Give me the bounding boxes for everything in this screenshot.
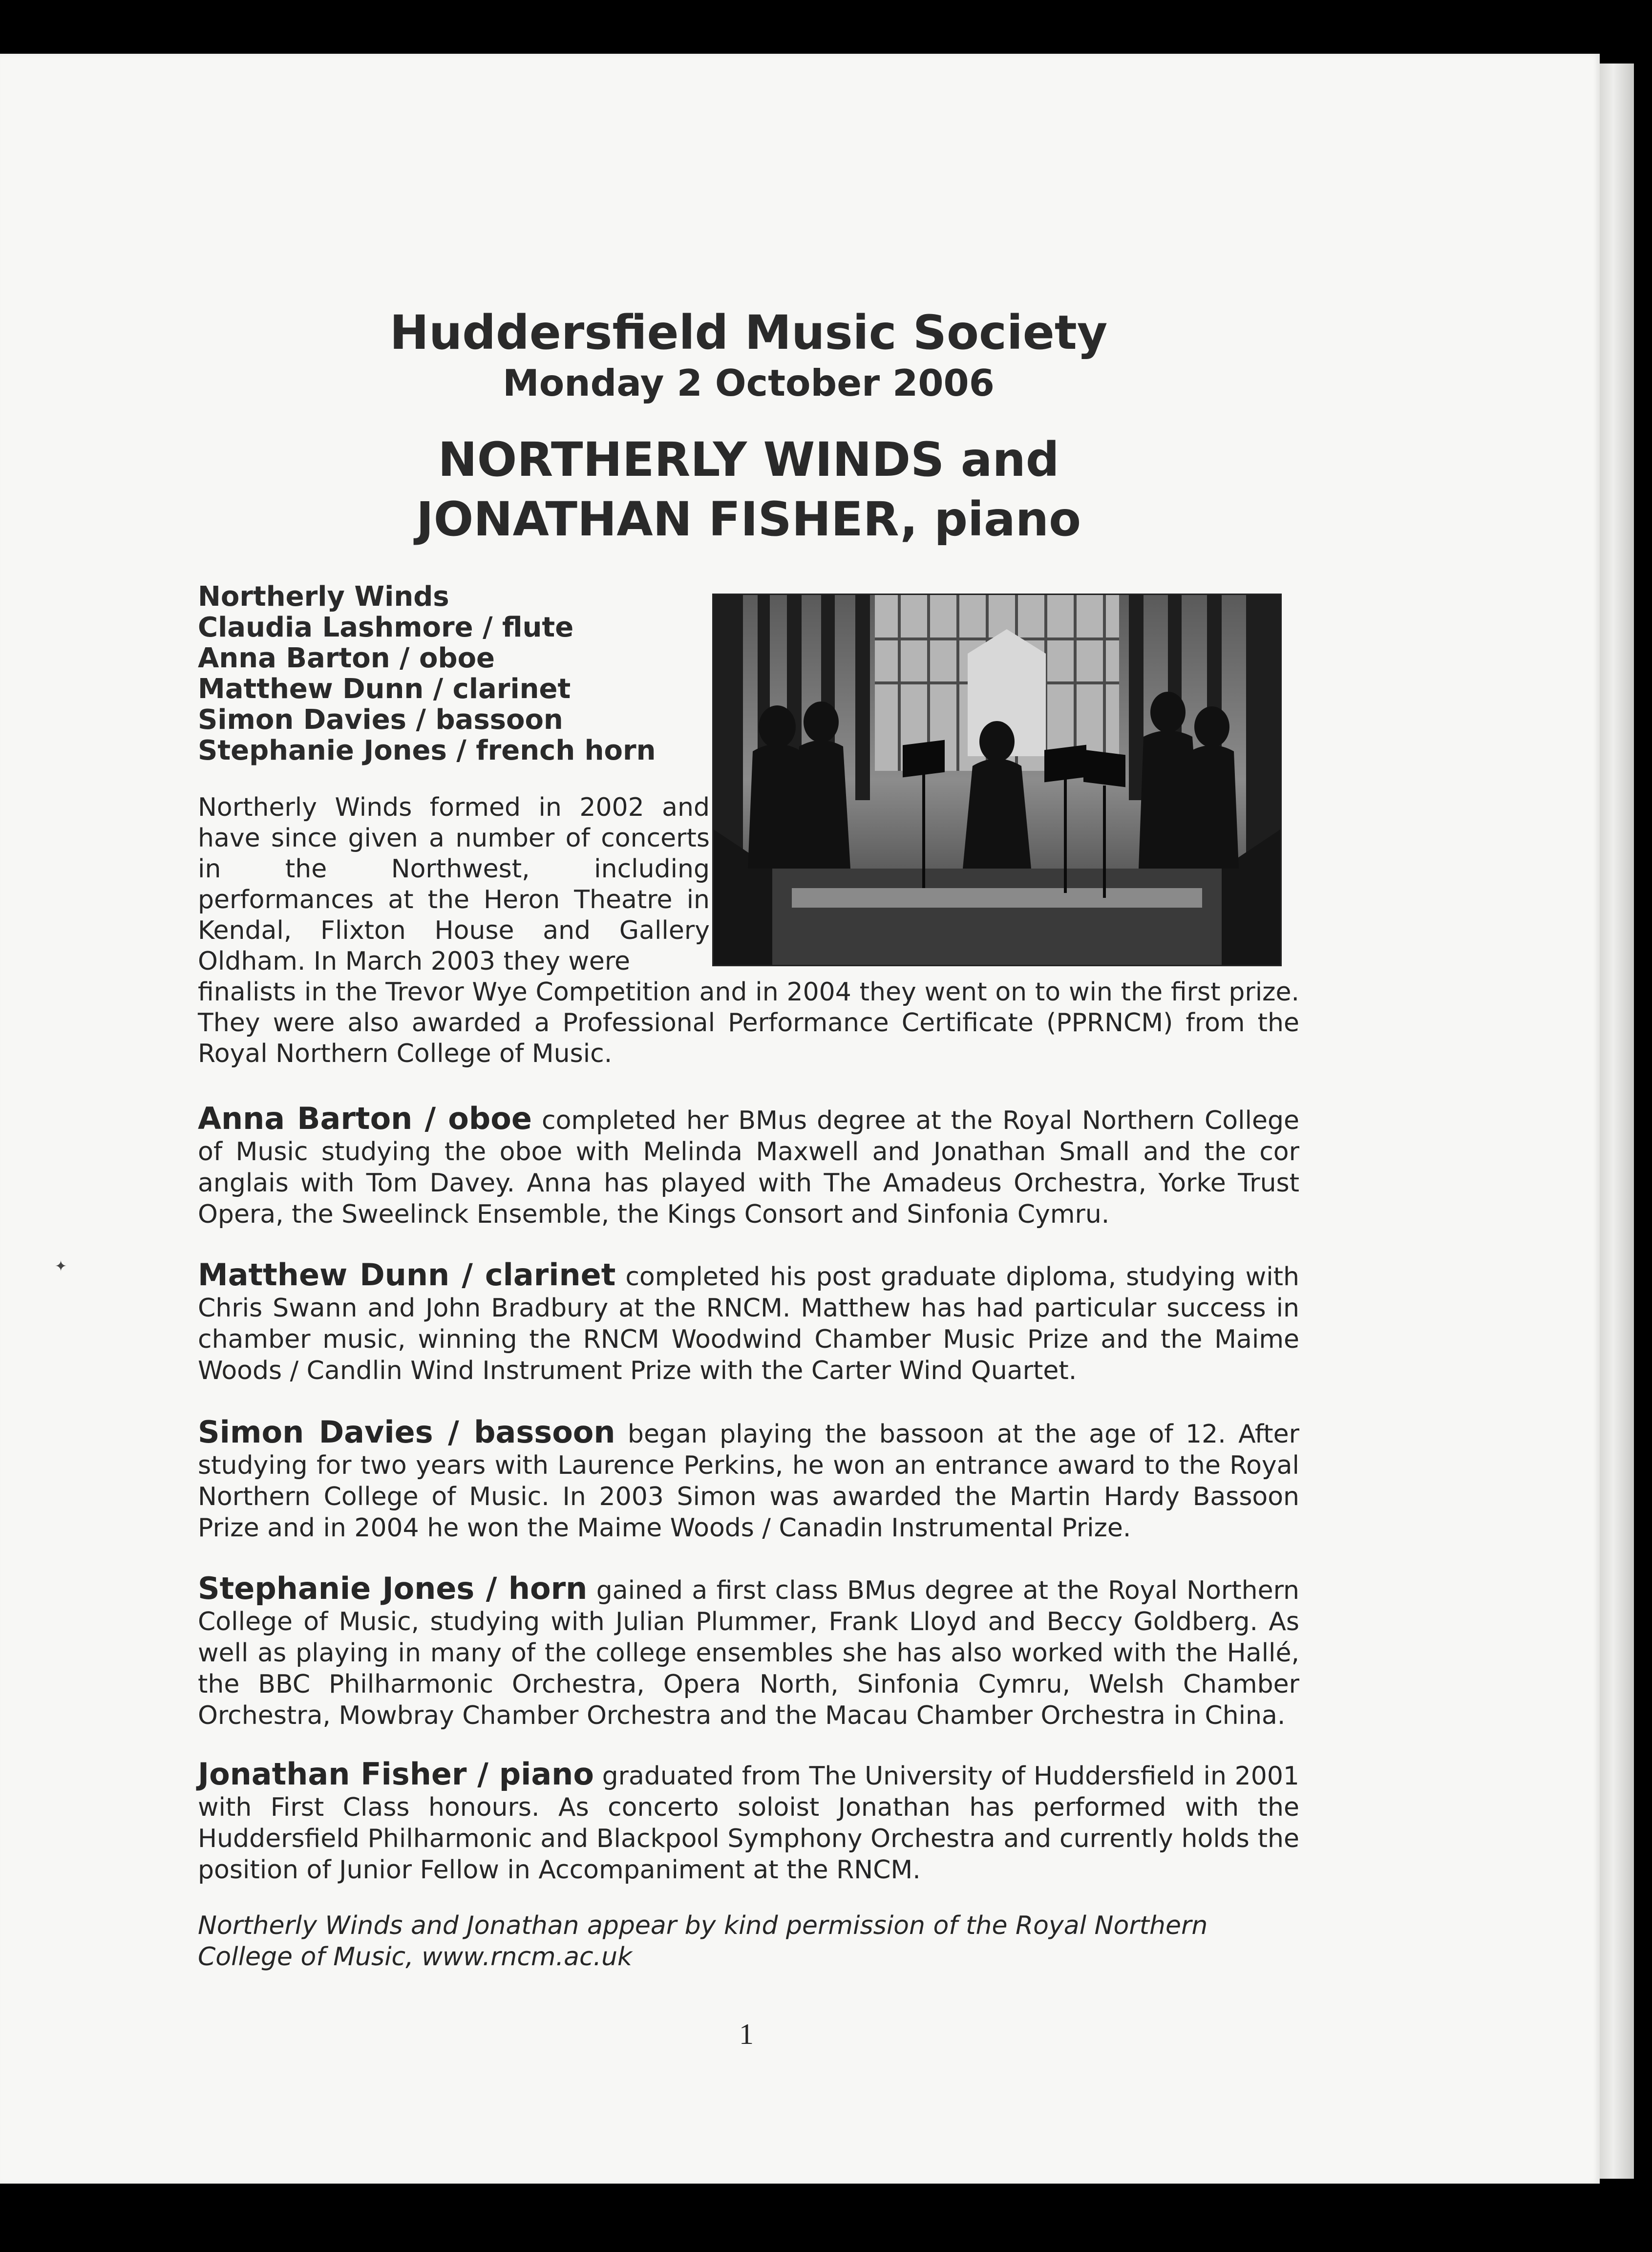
bio-name: Anna Barton / oboe xyxy=(198,1101,532,1136)
ensemble-intro xyxy=(198,792,1299,1069)
bio-simon-davies xyxy=(198,1414,1299,1544)
bio-name: Simon Davies / bassoon xyxy=(198,1414,615,1450)
bio-jonathan-fisher xyxy=(198,1756,1299,1886)
roster-member: Anna Barton / oboe xyxy=(198,642,495,674)
concert-date: Monday 2 October 2006 xyxy=(503,361,995,404)
permission-footnote: Northerly Winds and Jonathan appear by kind permission of the Royal Northern College of Music, www.rncm.ac.uk xyxy=(198,1911,1208,1972)
bio-text: began playing the bassoon at the age of 12. After studying for two years with Laurence Perkins, he won an entrance award to the Royal Northern College of Music. In 2003 Simon was awarded the Martin Hardy Bassoon Prize and in 2004 he won the Maime Woods / Canadin Instrumental Prize. xyxy=(198,1420,1299,1543)
concert-title-line-2: JONATHAN FISHER, piano xyxy=(416,492,1081,547)
roster-heading: Northerly Winds xyxy=(198,581,449,613)
intro-paragraph-part-1: Northerly Winds formed in 2002 and have since given a number of concerts in the Northwest, including performances at the Heron Theatre in Kendal, Flixton House and Gallery Oldham. In March 2003 they were xyxy=(198,793,710,976)
bio-text: completed her BMus degree at the Royal Northern College of Music studying the oboe with Melinda Maxwell and Jonathan Small and the cor anglais with Tom Davey. Anna has played with The Amadeus Orchestra, Yorke Trust Opera, the Sweelinck Ensemble, the Kings Consort and Sinfonia Cymru. xyxy=(198,1106,1299,1229)
bio-name: Jonathan Fisher / piano xyxy=(198,1756,594,1792)
concert-title-line-1: NORTHERLY WINDS and xyxy=(438,432,1059,487)
bio-text: gained a first class BMus degree at the Royal Northern College of Music, studying with Julian Plummer, Frank Lloyd and Beccy Goldberg. As well as playing in many of the college ensembles she has also worked with the Hallé, the BBC Philharmonic Orchestra, Opera North, Sinfonia Cymru, Welsh Chamber Orchestra, Mowbray Chamber Orchestra and the Macau Chamber Orchestra in China. xyxy=(198,1576,1299,1730)
roster-member: Claudia Lashmore / flute xyxy=(198,612,574,643)
page-stack-edge xyxy=(1600,64,1634,2179)
bio-anna-barton xyxy=(198,1103,1299,1230)
bio-text: graduated from The University of Huddersfield in 2001 with First Class honours. As concerto soloist Jonathan has performed with the Huddersfield Philharmonic and Blackpool Symphony Orchestra and currently holds the position of Junior Fellow in Accompaniment at the RNCM. xyxy=(198,1762,1299,1885)
binding-mark-icon: ✦ xyxy=(55,1258,67,1275)
document-page xyxy=(0,54,1600,2184)
bio-name: Matthew Dunn / clarinet xyxy=(198,1257,616,1293)
concert-title xyxy=(198,430,1299,549)
roster-member: Simon Davies / bassoon xyxy=(198,704,563,736)
society-title: Huddersfield Music Society xyxy=(389,305,1108,360)
ensemble-roster xyxy=(198,581,656,766)
bio-text: completed his post graduate diploma, studying with Chris Swann and John Bradbury at the RNCM. Matthew has had particular success in chamber music, winning the RNCM Woodwind Chamber Music Prize and the Maime Woods / Candlin Wind Instrument Prize with the Carter Wind Quartet. xyxy=(198,1262,1299,1385)
intro-paragraph-part-2: finalists in the Trevor Wye Competition and in 2004 they went on to win the first prize. They were also awarded a Professional Performance Certificate (PPRNCM) from the Royal Northern College of Music. xyxy=(198,977,1299,1068)
roster-member: Stephanie Jones / french horn xyxy=(198,735,656,766)
page-number: 1 xyxy=(739,2018,754,2050)
bio-name: Stephanie Jones / horn xyxy=(198,1571,588,1606)
roster-member: Matthew Dunn / clarinet xyxy=(198,673,571,705)
bio-stephanie-jones xyxy=(198,1573,1299,1731)
bio-matthew-dunn xyxy=(198,1259,1299,1386)
